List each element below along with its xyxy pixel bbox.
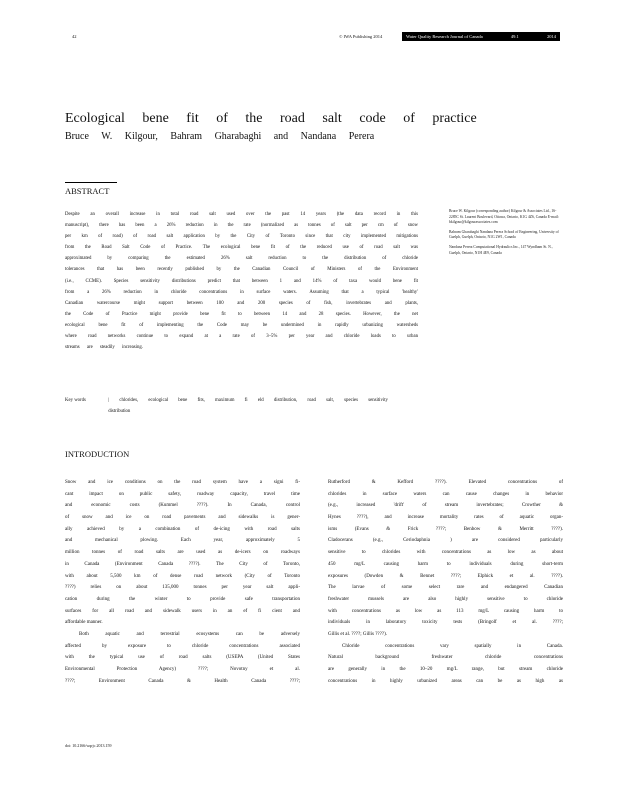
keywords <box>65 395 418 417</box>
journal-name: Water Quality Research Journal of Canada <box>406 34 483 39</box>
text-line: ????; Environment Canada & Health Canada ????; <box>65 678 300 684</box>
journal-volume: 49.1 <box>510 34 519 39</box>
text-line: per km of road) of road salt application by the City of Toronto since that city implemented mitigations <box>65 234 418 240</box>
text-line: with about 5,500 km of dense road network (City of Toronto <box>65 573 300 579</box>
affiliation-entry: Bahram Gharabaghi Nandana Perera School of Engineering, University of Guelph, Guelph, Ontario, N1G 2W1, Canada <box>449 229 559 240</box>
text-line: million tonnes of road salts are used as de-icers on roadways <box>65 550 300 556</box>
text-line: manuscript), there has been a 26% reduction in the rate (normalized as tonnes of salt per cm of snow <box>65 223 418 229</box>
text-line: are generally in the 10–20 mg/L range, but stream chloride <box>328 667 563 672</box>
introduction-column-right <box>328 477 563 687</box>
page-number: 42 <box>72 34 77 39</box>
text-line: chlorides in surface waters can cause changes in behavior <box>328 491 563 497</box>
text-line: Rutherford & Kefford ????). Elevated concentrations of <box>328 480 563 485</box>
text-line: and mechanical plowing. Each year, approximately 5 <box>65 538 300 544</box>
text-line: Natural background freshwater chloride concentrations <box>328 655 563 661</box>
text-line: in Canada (Environment Canada ????). The City of Toronto, <box>65 561 300 567</box>
text-line: Despite an overall increase in total road salt used over the past 14 years (the data record in this <box>65 212 418 217</box>
text-line: 450 mg/L causing harm to individuals during short-term <box>328 561 563 567</box>
text-line: affordable manner. <box>65 620 103 626</box>
text-line: tolerances that has been recently published by the Canadian Council of Ministers of the Environment <box>65 267 418 273</box>
text-line: with concentrations as low as 113 mg/L causing harm to <box>328 608 563 614</box>
author-affiliations <box>449 209 559 260</box>
text-line: cant impact on public safety, roadway capacity, travel time <box>65 491 300 497</box>
text-line: Canadian watercourse might support between 100 and 200 species of fish, invertebrates and plants, <box>65 300 418 306</box>
text-line: approximated by comparing the estimated 26% salt reduction to the distribution of chloride <box>65 256 418 262</box>
affiliation-entry: Bruce W. Kilgour (corresponding author) Kilgour & Associates Ltd., 16-2285C St. Laurent Boulevard, Ottawa, Ontario, K1G 4Z6, Canada E-mail: bkilgour@kilgourassociates.com <box>449 209 559 225</box>
abstract-body <box>65 209 418 353</box>
text-line: ecological bene fit of implementing the Code may be undermined in rapidly urbanizing watersheds <box>65 322 418 328</box>
copyright-notice: © IWA Publishing 2014 <box>339 34 383 39</box>
text-line: Cladocerans (e.g., Ceriodaphnia ) are considered particularly <box>328 538 563 544</box>
text-line: Environmental Protection Agency) ????; Novotny et al. <box>65 667 300 672</box>
text-line: freshwater mussels are also highly sensitive to chloride <box>328 596 563 602</box>
text-line: Hynes ????), and increase mortality rates of aquatic organ- <box>328 515 563 521</box>
text-line: Chloride concentrations vary spatially in Canada. <box>342 643 563 649</box>
text-line: the Code of Practice might provide bene fit to between 14 and 28 species. However, the net <box>65 311 418 317</box>
text-line: (e.g., increased 'drift' of stream invertebrates; Crowther & <box>328 503 563 509</box>
keywords-label: Key words <box>65 398 86 403</box>
text-line: Both aquatic and terrestrial ecosystems can be adversely <box>79 631 300 637</box>
text-line: individuals in laboratory toxicity tests (Bringolf et al. ????; <box>328 620 563 626</box>
text-line: from the Road Salt Code of Practice. The ecological bene fit of the reduced use of road salt was <box>65 245 418 251</box>
text-line: The larvae of some select rare and endangered Canadian <box>328 585 563 591</box>
text-line: isms (Evans & Frick ????; Benbow & Merritt ????). <box>328 526 563 532</box>
text-line: exposures (Dowden & Bennet ????; Elphick et al. ????). <box>328 573 563 579</box>
abstract-heading: ABSTRACT <box>65 186 110 196</box>
text-line: ally achieved by a combination of de-icing with road salts <box>65 526 300 532</box>
journal-year: 2014 <box>546 34 556 39</box>
text-line: streams are steadily increasing. <box>65 345 143 351</box>
text-line: with the typical use of road salts (USEPA (United States <box>65 655 300 661</box>
introduction-column-left <box>65 477 300 687</box>
article-authors: Bruce W. Kilgour, Bahram Gharabaghi and Nandana Perera <box>65 131 375 142</box>
text-line: and economic costs (Kummel ????). In Canada, control <box>65 503 300 509</box>
text-line: surfaces for all road and sidewalk users in an ef fi cient and <box>65 608 300 614</box>
text-line: sensitive to chlorides with concentrations as low as about <box>328 550 563 556</box>
text-line: ????) relies on about 135,000 tonnes per year salt appli- <box>65 585 300 591</box>
text-line: Snow and ice conditions on the road system have a signi fi- <box>65 480 300 485</box>
doi-footer: doi: 10.2166/wqrjc.2013.159 <box>65 743 112 748</box>
text-line: concentrations in highly urbanized areas can be as high as <box>328 678 563 684</box>
text-line: from a 26% reduction in chloride concentrations in surface waters. Assuming that a typical 'healthy' <box>65 289 418 295</box>
text-line: (i.e., CCME). Species sensitivity distributions predict that between 1 and 14% of taxa would bene fit <box>65 278 418 284</box>
text-line: Gillis et al. ????; Gillis ????). <box>328 631 388 637</box>
keywords-terms: | chlorides, ecological bene fits, maximum fi eld distribution, road salt, species sensitivity distribution <box>108 398 388 414</box>
journal-banner <box>402 32 560 41</box>
text-line: affected by exposure to chloride concentrations associated <box>65 643 300 649</box>
affiliation-entry: Nandana Perera Computational Hydraulics Inc., 147 Wyndham St. N., Guelph, Ontario, N1H 4E9, Canada <box>449 244 553 255</box>
text-line: of snow and ice on road pavements and sidewalks is gener- <box>65 515 300 521</box>
article-title: Ecological bene fit of the road salt code of practice <box>65 111 477 126</box>
introduction-heading: INTRODUCTION <box>65 449 130 459</box>
text-line: cation during the winter to provide safe transportation <box>65 596 300 602</box>
section-divider <box>65 182 117 183</box>
text-line: where road networks continue to expand at a rate of 3–5% per year and chloride loads to urban <box>65 334 418 340</box>
